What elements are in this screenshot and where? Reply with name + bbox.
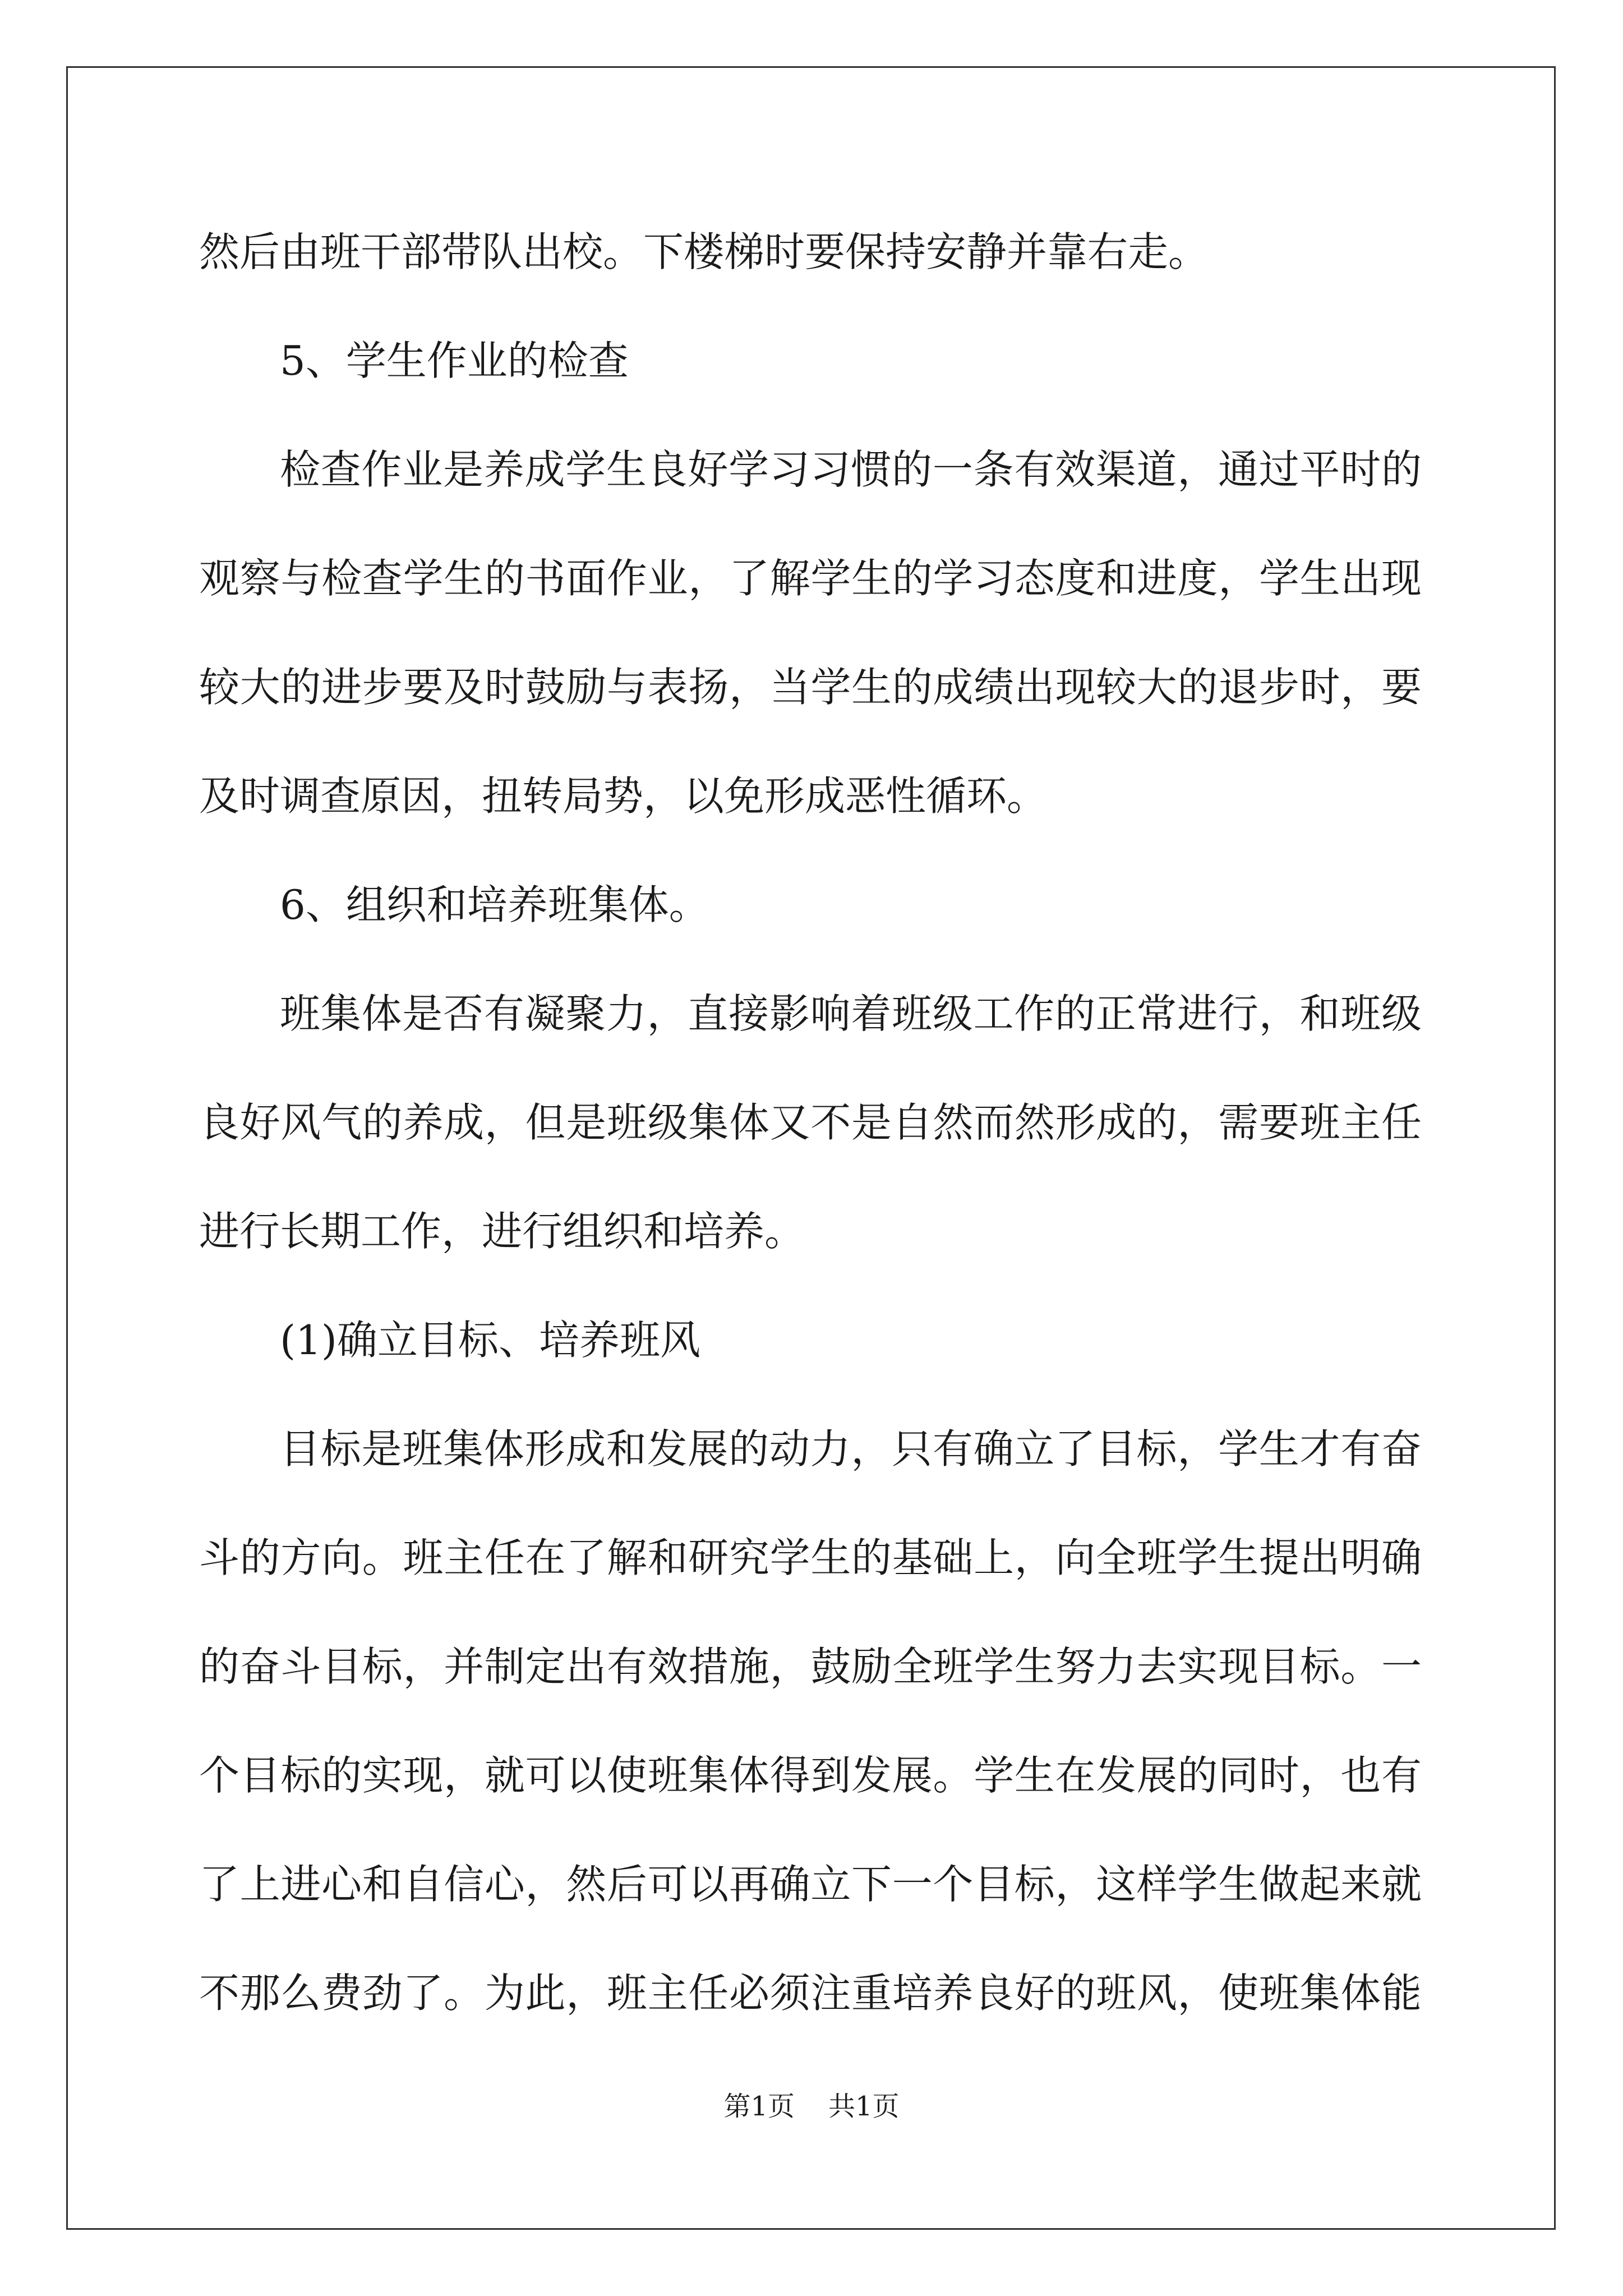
text-line: 个目标的实现，就可以使班集体得到发展。学生在发展的同时，也有: [199, 1752, 1422, 1799]
text-line: 的奋斗目标，并制定出有效措施，鼓励全班学生努力去实现目标。一: [199, 1643, 1422, 1690]
text-line: 检查作业是养成学生良好学习习惯的一条有效渠道，通过平时的: [280, 446, 1422, 493]
text-line: 观察与检查学生的书面作业，了解学生的学习态度和进度，学生出现: [199, 555, 1422, 602]
text-line: 进行长期工作，进行组织和培养。: [199, 1208, 805, 1255]
text-line: 良好风气的养成，但是班级集体又不是自然而然形成的，需要班主任: [199, 1099, 1422, 1146]
page-number-total: 共1页: [828, 2091, 900, 2122]
text-line: 及时调查原因，扭转局势，以免形成恶性循环。: [199, 772, 1048, 820]
text-line: 不那么费劲了。为此，班主任必须注重培养良好的班风，使班集体能: [199, 1970, 1422, 2017]
text-line: 5、学生作业的检查: [280, 337, 629, 384]
text-line: 6、组织和培养班集体。: [280, 881, 709, 928]
text-line: 较大的进步要及时鼓励与表扬，当学生的成绩出现较大的退步时，要: [199, 664, 1422, 711]
text-line: 目标是班集体形成和发展的动力，只有确立了目标，学生才有奋: [280, 1425, 1422, 1473]
text-line: 斗的方向。班主任在了解和研究学生的基础上，向全班学生提出明确: [199, 1534, 1422, 1581]
text-line: (1)确立目标、培养班风: [280, 1317, 700, 1364]
text-line: 了上进心和自信心，然后可以再确立下一个目标，这样学生做起来就: [199, 1861, 1422, 1908]
document-body: [199, 222, 1422, 2072]
page-footer: [0, 2090, 1623, 2123]
page-number-current: 第1页: [723, 2091, 795, 2122]
text-line: 然后由班干部带队出校。下楼梯时要保持安静并靠右走。: [199, 228, 1209, 275]
text-line: 班集体是否有凝聚力，直接影响着班级工作的正常进行，和班级: [280, 990, 1422, 1037]
